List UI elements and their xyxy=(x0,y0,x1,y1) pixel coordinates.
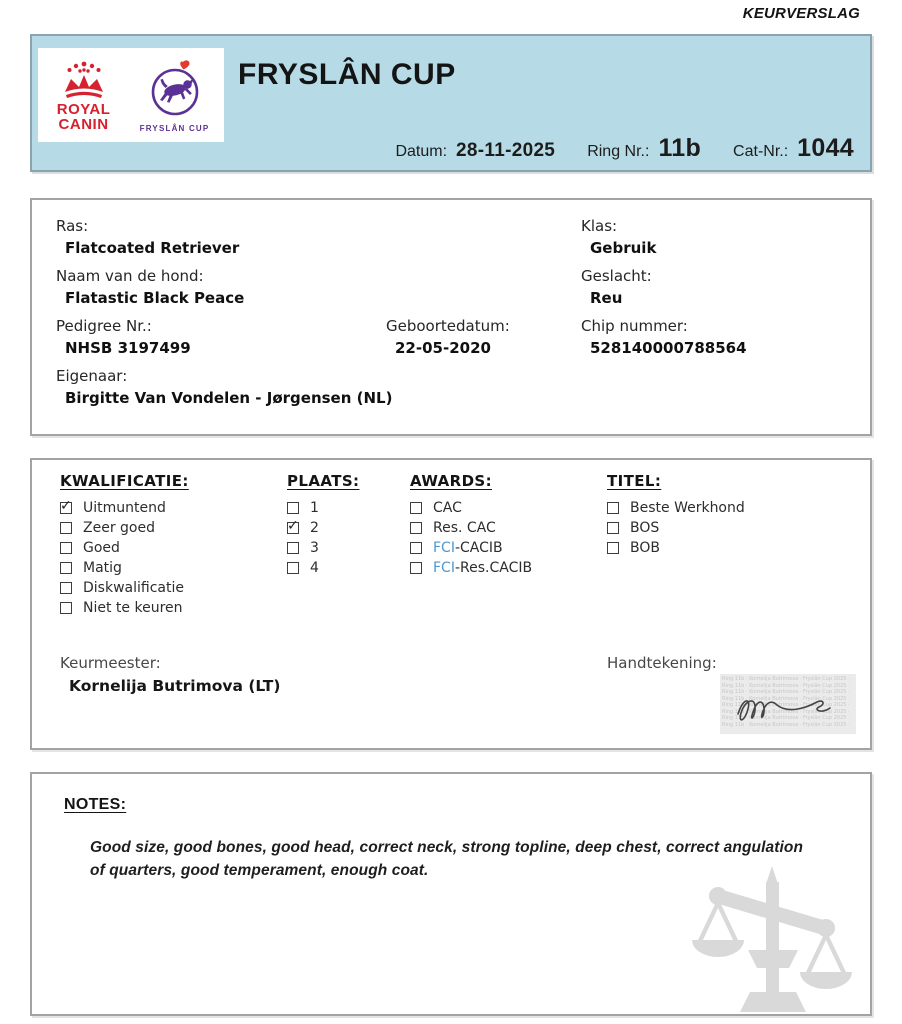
naam-value: Flatastic Black Peace xyxy=(65,289,245,307)
ras-value: Flatcoated Retriever xyxy=(65,239,240,257)
checkbox xyxy=(410,502,422,514)
titel-column xyxy=(607,472,745,621)
klas-value: Gebruik xyxy=(590,239,657,257)
chip-value: 528140000788564 xyxy=(590,339,747,357)
cat-nr-label: Cat-Nr.: xyxy=(733,143,789,160)
qualification-box xyxy=(30,458,872,750)
kwalificatie-option-diskwalificatie: Diskwalificatie xyxy=(60,581,287,596)
awards-heading: AWARDS: xyxy=(410,472,493,490)
checkbox xyxy=(410,542,422,554)
geslacht-value: Reu xyxy=(590,289,623,307)
fryslan-cup-dog-icon xyxy=(143,58,207,122)
field-geboortedatum xyxy=(386,316,581,359)
checkbox xyxy=(410,522,422,534)
geslacht-label: Geslacht: xyxy=(581,267,652,285)
dog-info-box xyxy=(30,198,872,436)
kwalificatie-option-zeer-goed: Zeer goed xyxy=(60,521,287,536)
awards-option-cac: CAC xyxy=(410,501,607,516)
datum-value: 28-11-2025 xyxy=(456,140,556,161)
plaats-option-4: 4 xyxy=(287,561,410,576)
field-ras xyxy=(56,216,386,259)
header-box xyxy=(30,34,872,172)
dog-info-grid xyxy=(56,216,860,416)
keurmeester-name: Kornelija Butrimova (LT) xyxy=(69,677,281,695)
fryslan-cup-logo xyxy=(140,58,210,133)
plaats-column xyxy=(287,472,410,621)
checkbox xyxy=(287,522,299,534)
signature-scrawl-icon xyxy=(720,684,856,730)
scales-watermark-icon xyxy=(662,862,854,1014)
awards-option-fci-cacib: FCI-CACIB xyxy=(410,541,607,556)
checkbox xyxy=(60,522,72,534)
kwalificatie-option-matig: Matig xyxy=(60,561,287,576)
checkbox xyxy=(410,562,422,574)
checkbox xyxy=(287,562,299,574)
checkbox xyxy=(287,542,299,554)
eigenaar-value: Birgitte Van Vondelen - Jørgensen (NL) xyxy=(65,389,393,407)
plaats-option-1: 1 xyxy=(287,501,410,516)
notes-text: Good size, good bones, good head, correct neck, strong topline, deep chest, correct angulation of quarters, good temperament, enough coat. xyxy=(90,839,804,880)
checkbox xyxy=(60,602,72,614)
checkbox xyxy=(287,502,299,514)
checkbox xyxy=(60,502,72,514)
kwalificatie-option-uitmuntend: ✓ Uitmuntend xyxy=(60,501,287,516)
plaats-option-2: ✓ 2 xyxy=(287,521,410,536)
notes-box xyxy=(30,772,872,1016)
judge-block xyxy=(60,652,280,698)
logo-panel xyxy=(38,48,224,142)
pedigree-value: NHSB 3197499 xyxy=(65,339,191,357)
ras-label: Ras: xyxy=(56,217,89,235)
document-type-label: KEURVERSLAG xyxy=(742,5,860,22)
checkbox xyxy=(607,522,619,534)
notes-heading: NOTES: xyxy=(64,796,127,813)
checkbox xyxy=(60,542,72,554)
field-geslacht xyxy=(581,266,860,309)
cat-nr-value: 1044 xyxy=(797,134,854,162)
kwalificatie-option-goed: Goed xyxy=(60,541,287,556)
plaats-heading: PLAATS: xyxy=(287,472,360,490)
naam-label: Naam van de hond: xyxy=(56,267,204,285)
checkbox xyxy=(607,542,619,554)
ring-nr-label: Ring Nr.: xyxy=(587,143,650,160)
fryslan-cup-wordmark: FRYSLÂN CUP xyxy=(139,123,210,133)
royal-canin-wordmark-line2: CANIN xyxy=(58,116,109,133)
checkbox xyxy=(60,582,72,594)
field-klas xyxy=(581,216,860,259)
titel-option-beste-werkhond: Beste Werkhond xyxy=(607,501,745,516)
geboortedatum-value: 22-05-2020 xyxy=(395,339,491,357)
royal-canin-wordmark-line1: ROYAL xyxy=(56,101,111,118)
checkbox xyxy=(607,502,619,514)
kwalificatie-column xyxy=(60,472,287,621)
field-chip xyxy=(581,316,860,359)
geboortedatum-label: Geboortedatum: xyxy=(386,317,510,335)
royal-canin-crown-icon xyxy=(53,58,115,102)
field-pedigree xyxy=(56,316,386,359)
ring-nr-value: 11b xyxy=(658,134,702,162)
kwalificatie-option-niet-te-keuren: Niet te keuren xyxy=(60,601,287,616)
awards-option-res-cac: Res. CAC xyxy=(410,521,607,536)
titel-heading: TITEL: xyxy=(607,472,662,490)
plaats-option-3: 3 xyxy=(287,541,410,556)
kwalificatie-heading: KWALIFICATIE: xyxy=(60,472,189,490)
eigenaar-label: Eigenaar: xyxy=(56,367,128,385)
royal-canin-logo xyxy=(53,58,115,132)
event-title: FRYSLÂN CUP xyxy=(238,58,456,91)
klas-label: Klas: xyxy=(581,217,618,235)
datum-label: Datum: xyxy=(395,143,448,160)
titel-option-bos: BOS xyxy=(607,521,745,536)
handtekening-label: Handtekening: xyxy=(607,654,717,672)
checkbox xyxy=(60,562,72,574)
heart-icon xyxy=(180,60,189,69)
signature-block xyxy=(607,652,717,674)
signature-watermark-text: Ring 11b · Kornelija Butrimova · Fryslân Cup 2025 · Ring 11b · Kornelija Butrimova · Fryslân Cup 2025 · Ring 11b · Kornelija Butrimova · Fryslân Cup 2025 · Ring 11b · Kornelija Butrimova · Fryslân Cup 2025 · Ring 11b · Kornelija Butrimova · Fryslân Cup 2025 · Ring 11b · Kornelija Butrimova · Fryslân Cup 2025 · Ring 11b · Kornelija Butrimova · Fryslân Cup 2025 · Ring 11b · Kornelija Butrimova · Fryslân Cup 2025 · xyxy=(722,676,850,728)
chip-label: Chip nummer: xyxy=(581,317,688,335)
field-naam xyxy=(56,266,386,309)
keurmeester-label: Keurmeester: xyxy=(60,654,161,672)
pedigree-label: Pedigree Nr.: xyxy=(56,317,152,335)
field-eigenaar xyxy=(56,366,860,409)
titel-option-bob: BOB xyxy=(607,541,745,556)
awards-column xyxy=(410,472,607,621)
header-meta-row xyxy=(395,134,854,163)
awards-option-fci-res-cacib: FCI-Res.CACIB xyxy=(410,561,607,576)
signature-stamp xyxy=(720,674,856,734)
